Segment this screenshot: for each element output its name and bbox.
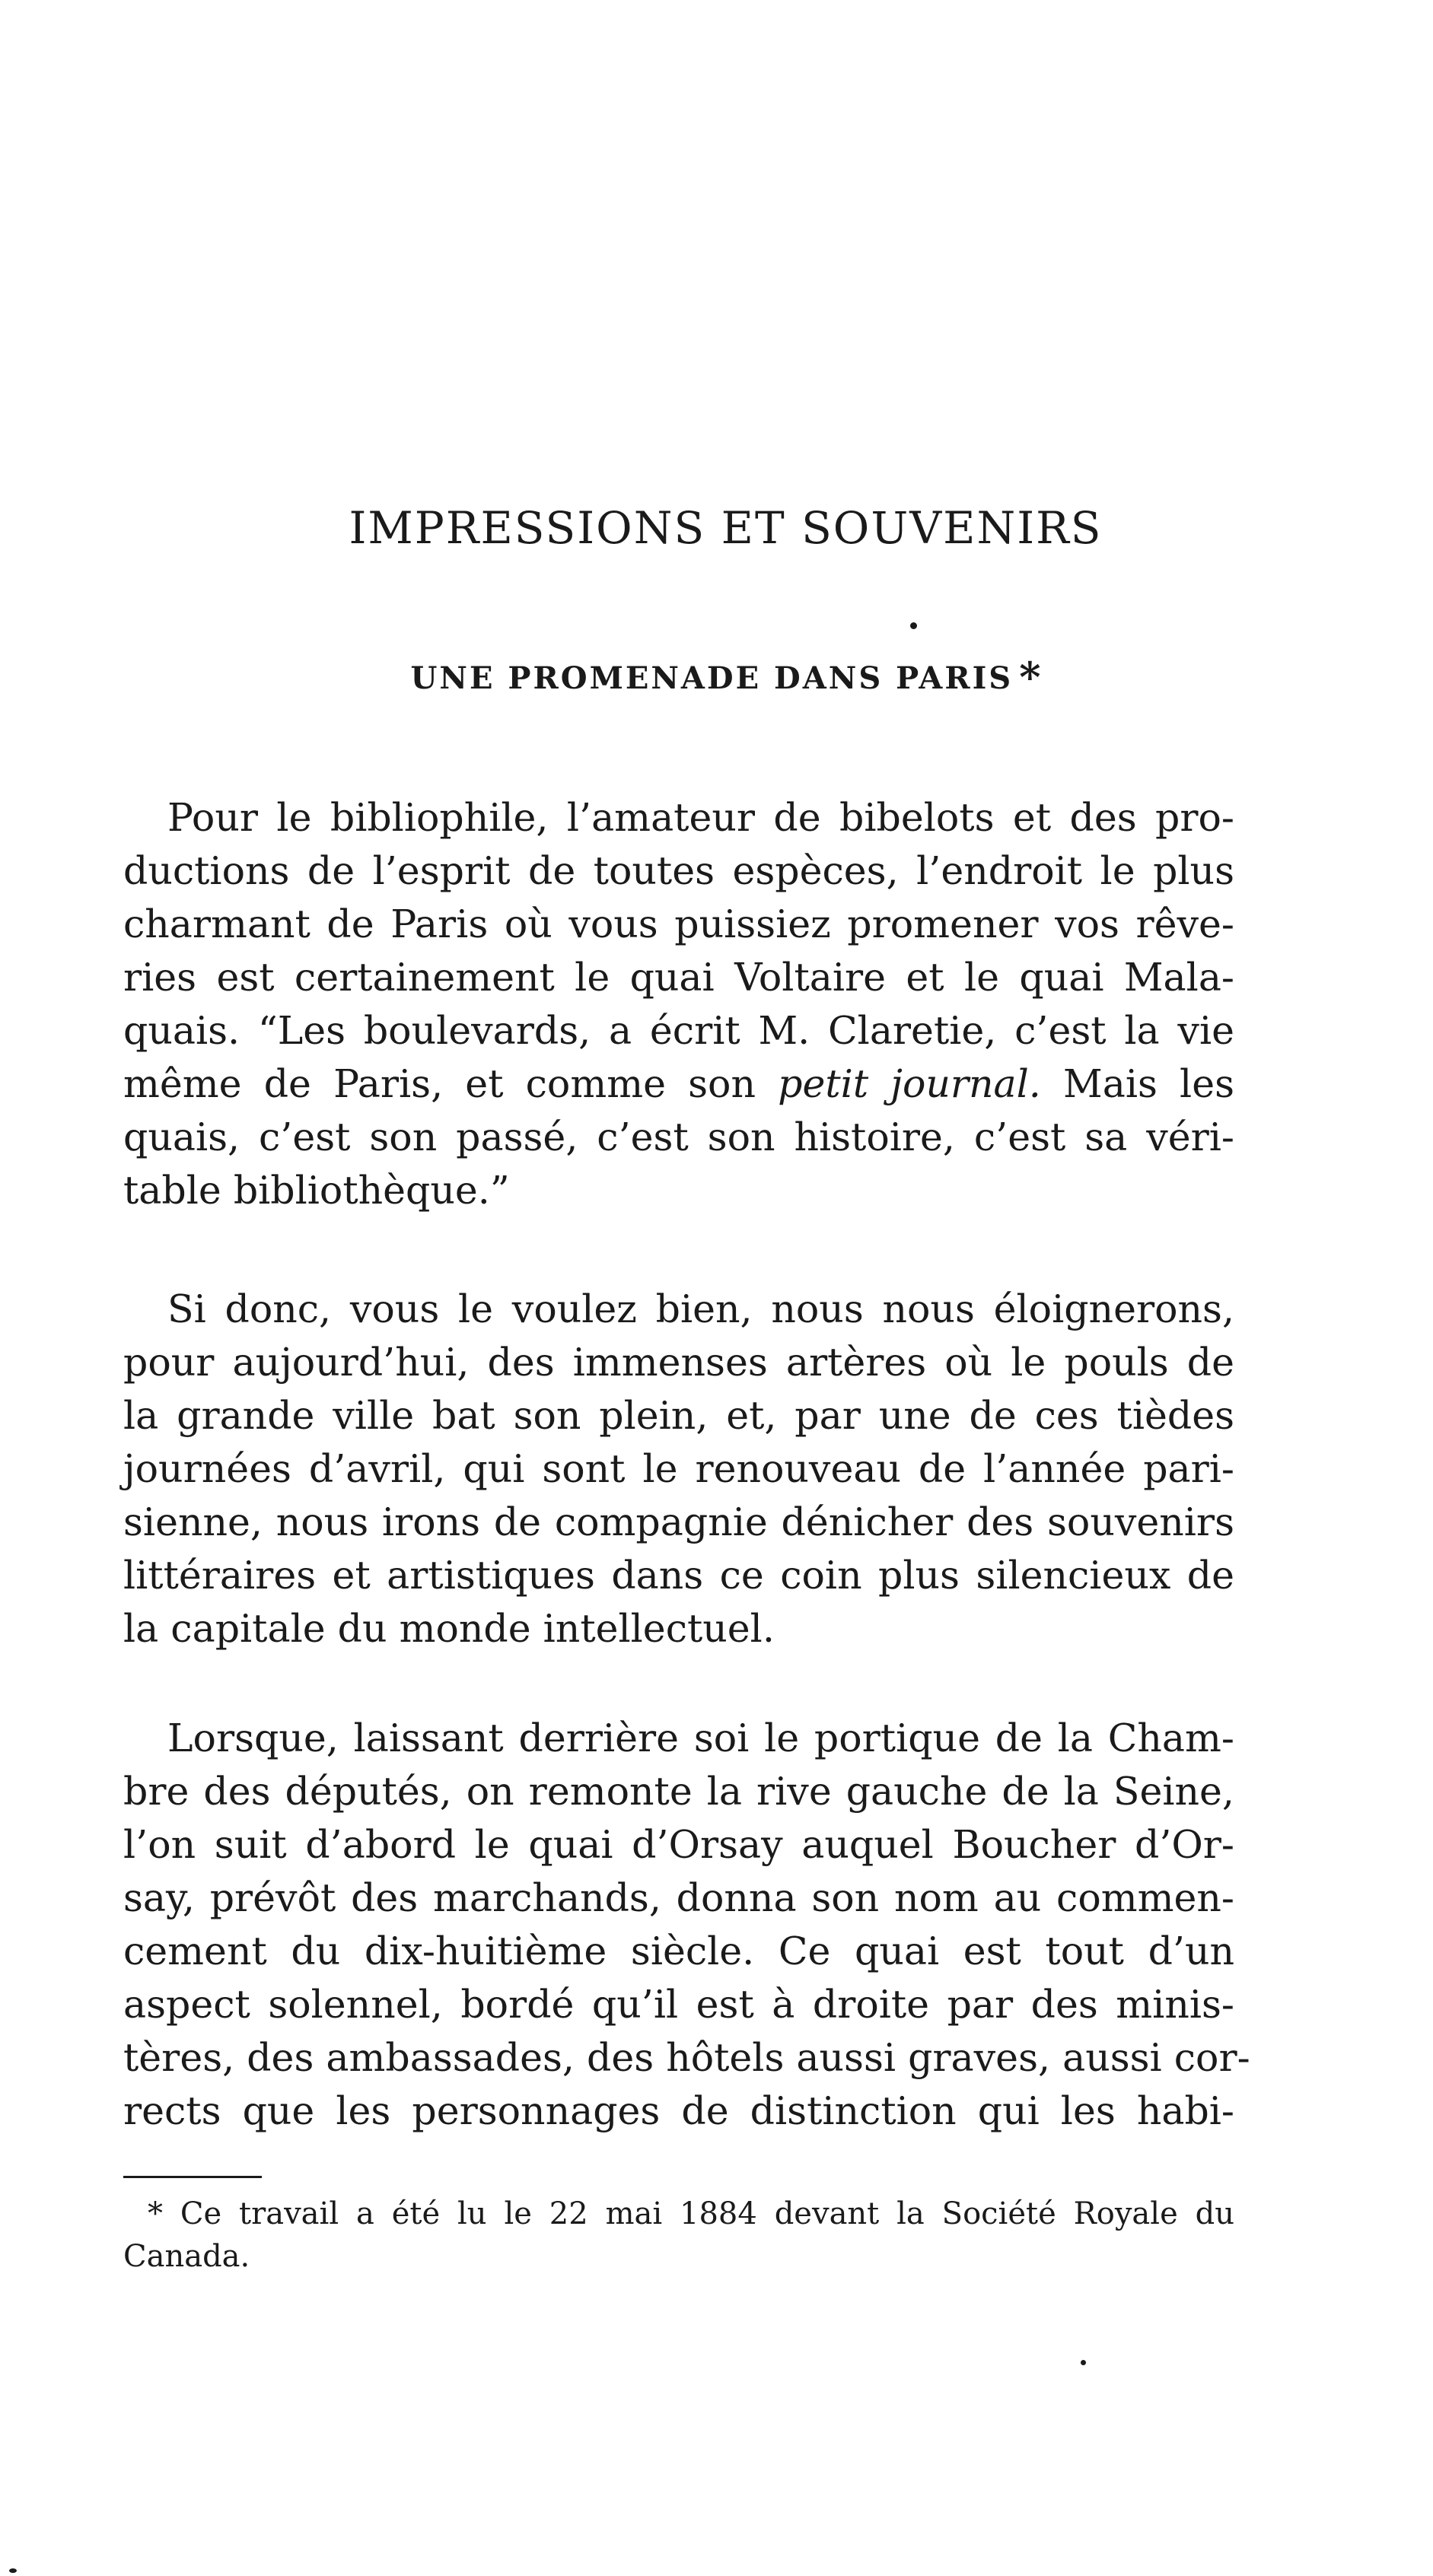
text-line: ries est certainement le quai Voltaire et le quai Mala- [123, 955, 1234, 1000]
print-speck [1081, 2360, 1086, 2365]
text-line: la grande ville bat son plein, et, par une de ces tièdes [123, 1393, 1234, 1438]
print-speck [9, 2568, 17, 2573]
paragraph-3 [123, 1712, 1250, 2138]
text-line: journées d’avril, qui sont le renouveau de l’année pari- [123, 1446, 1234, 1491]
text-line: say, prévôt des marchands, donna son nom au commen- [123, 1875, 1234, 1920]
text-line: cement du dix-huitième siècle. Ce quai est tout d’un [123, 1929, 1234, 1973]
text-line: table bibliothèque.” [123, 1168, 510, 1213]
paragraph-1 [123, 791, 1234, 1217]
text-line: sienne, nous irons de compagnie dénicher des souvenirs [123, 1499, 1234, 1544]
text-line: quais, c’est son passé, c’est son histoire, c’est sa véri- [123, 1115, 1234, 1159]
stray-dot [910, 622, 917, 629]
text-line: littéraires et artistiques dans ce coin plus silencieux de [123, 1553, 1234, 1598]
text-segment: même de Paris, et comme son [123, 1061, 756, 1106]
text-line: charmant de Paris où vous puissiez promener vos rêve- [123, 902, 1234, 946]
footnote [123, 2193, 1234, 2278]
text-line: ductions de l’esprit de toutes espèces, l’endroit le plus [123, 848, 1234, 893]
text-line: l’on suit d’abord le quai d’Orsay auquel Boucher d’Or- [123, 1822, 1234, 1867]
text-line: tères, des ambassades, des hôtels aussi graves, aussi cor- [123, 2035, 1250, 2080]
footnote-line: * Ce travail a été lu le 22 mai 1884 devant la Société Royale du [148, 2196, 1234, 2231]
text-line-with-italic [123, 1057, 1234, 1111]
chapter-title: IMPRESSIONS ET SOUVENIRS [349, 502, 1103, 554]
text-line: Lorsque, laissant derrière soi le portique de la Cham- [167, 1716, 1234, 1760]
section-subtitle [9, 653, 1433, 701]
text-line: bre des députés, on remonte la rive gauche de la Seine, [123, 1769, 1234, 1814]
text-line: Pour le bibliophile, l’amateur de bibelots et des pro- [167, 795, 1234, 840]
text-line: rects que les personnages de distinction qui les habi- [123, 2088, 1234, 2133]
text-line: quais. “Les boulevards, a écrit M. Claretie, c’est la vie [123, 1008, 1234, 1053]
subtitle-text: UNE PROMENADE DANS PARIS [410, 660, 1014, 696]
text-line: Si donc, vous le voulez bien, nous nous éloignerons, [167, 1286, 1234, 1331]
text-line: la capitale du monde intellectuel. [123, 1606, 775, 1651]
footnote-line: Canada. [123, 2239, 250, 2274]
text-line: pour aujourd’hui, des immenses artères où le pouls de [123, 1340, 1234, 1385]
text-segment: Mais les [1063, 1061, 1235, 1106]
paragraph-2 [123, 1283, 1234, 1655]
text-line: aspect solennel, bordé qu’il est à droite par des minis- [123, 1982, 1234, 2027]
italic-phrase: petit journal. [778, 1061, 1041, 1106]
footnote-separator [123, 2176, 262, 2178]
footnote-marker: * [1019, 653, 1041, 701]
